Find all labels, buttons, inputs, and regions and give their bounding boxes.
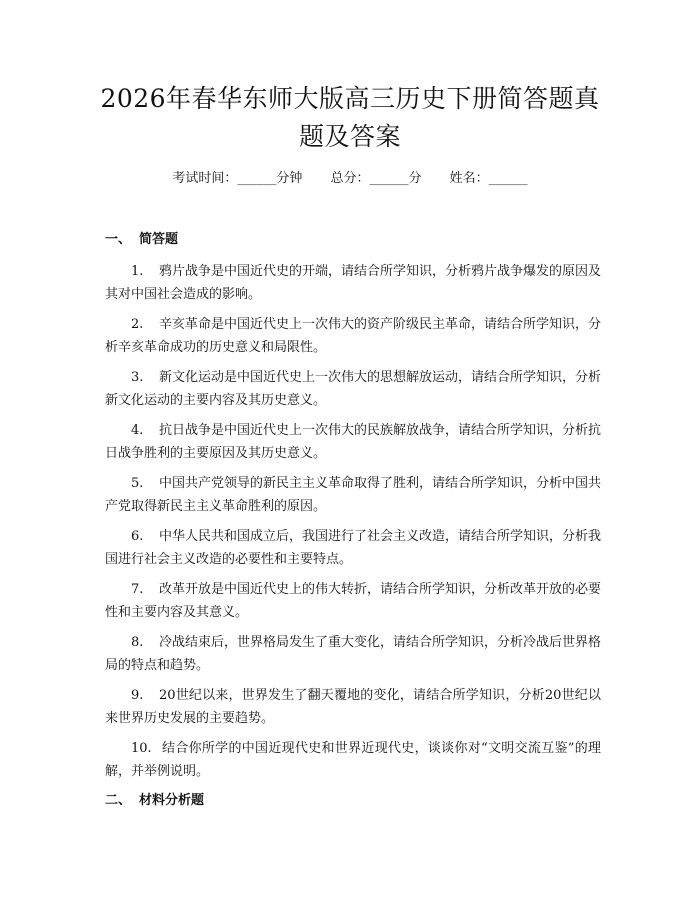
question-text: 结合你所学的中国近现代史和世界近现代史，谈谈你对“文明交流互鉴”的理解，并举例说明。	[105, 741, 601, 779]
section-title: 材料分析题	[139, 793, 205, 808]
question-number: 2.	[131, 317, 144, 332]
section-heading-material-analysis	[105, 791, 204, 811]
question-number: 9.	[131, 688, 144, 703]
question-item	[105, 419, 601, 465]
question-item	[105, 578, 601, 624]
section-heading-short-answer	[105, 230, 178, 250]
question-item	[105, 631, 601, 677]
question-text: 改革开放是中国近代史上的伟大转折，请结合所学知识，分析改革开放的必要性和主要内容及其意义。	[105, 582, 602, 620]
total-score-field: 总分：______分	[330, 171, 422, 186]
question-text: 鸦片战争是中国近代史的开端，请结合所学知识，分析鸦片战争爆发的原因及其对中国社会造成的影响。	[105, 264, 602, 302]
question-item	[105, 313, 601, 359]
question-item	[105, 684, 601, 730]
exam-time-field: 考试时间：______分钟	[172, 171, 303, 186]
question-number: 3.	[131, 370, 144, 385]
section-title: 简答题	[139, 232, 179, 247]
question-text: 20世纪以来，世界发生了翻天覆地的变化，请结合所学知识，分析20世纪以来世界历史发展的主要趋势。	[105, 688, 601, 726]
question-number: 7.	[131, 582, 144, 597]
question-number: 1.	[131, 264, 144, 279]
question-item	[105, 525, 601, 571]
question-item	[105, 260, 601, 306]
question-text: 中国共产党领导的新民主主义革命取得了胜利，请结合所学知识，分析中国共产党取得新民主主义革命胜利的原因。	[105, 476, 602, 514]
question-number: 8.	[131, 635, 144, 650]
short-answer-question-list	[105, 260, 601, 790]
question-number: 5.	[131, 476, 144, 491]
question-number: 6.	[131, 529, 144, 544]
question-number: 10.	[131, 741, 152, 756]
exam-meta	[0, 169, 700, 189]
question-item	[105, 472, 601, 518]
question-number: 4.	[131, 423, 144, 438]
section-number: 二、	[105, 793, 132, 808]
question-item	[105, 366, 601, 412]
question-text: 冷战结束后，世界格局发生了重大变化，请结合所学知识，分析冷战后世界格局的特点和趋势。	[105, 635, 602, 673]
question-text: 中华人民共和国成立后，我国进行了社会主义改造，请结合所学知识，分析我国进行社会主义改造的必要性和主要特点。	[105, 529, 602, 567]
question-item	[105, 737, 601, 783]
question-text: 辛亥革命是中国近代史上一次伟大的资产阶级民主革命，请结合所学知识，分析辛亥革命成功的历史意义和局限性。	[105, 317, 602, 355]
question-text: 抗日战争是中国近代史上一次伟大的民族解放战争，请结合所学知识，分析抗日战争胜利的主要原因及其历史意义。	[105, 423, 602, 461]
section-number: 一、	[105, 232, 132, 247]
question-text: 新文化运动是中国近代史上一次伟大的思想解放运动，请结合所学知识，分析新文化运动的主要内容及其历史意义。	[105, 370, 602, 408]
document-title: 2026年春华东师大版高三历史下册简答题真题及答案	[100, 84, 600, 151]
student-name-field: 姓名：______	[449, 171, 528, 186]
